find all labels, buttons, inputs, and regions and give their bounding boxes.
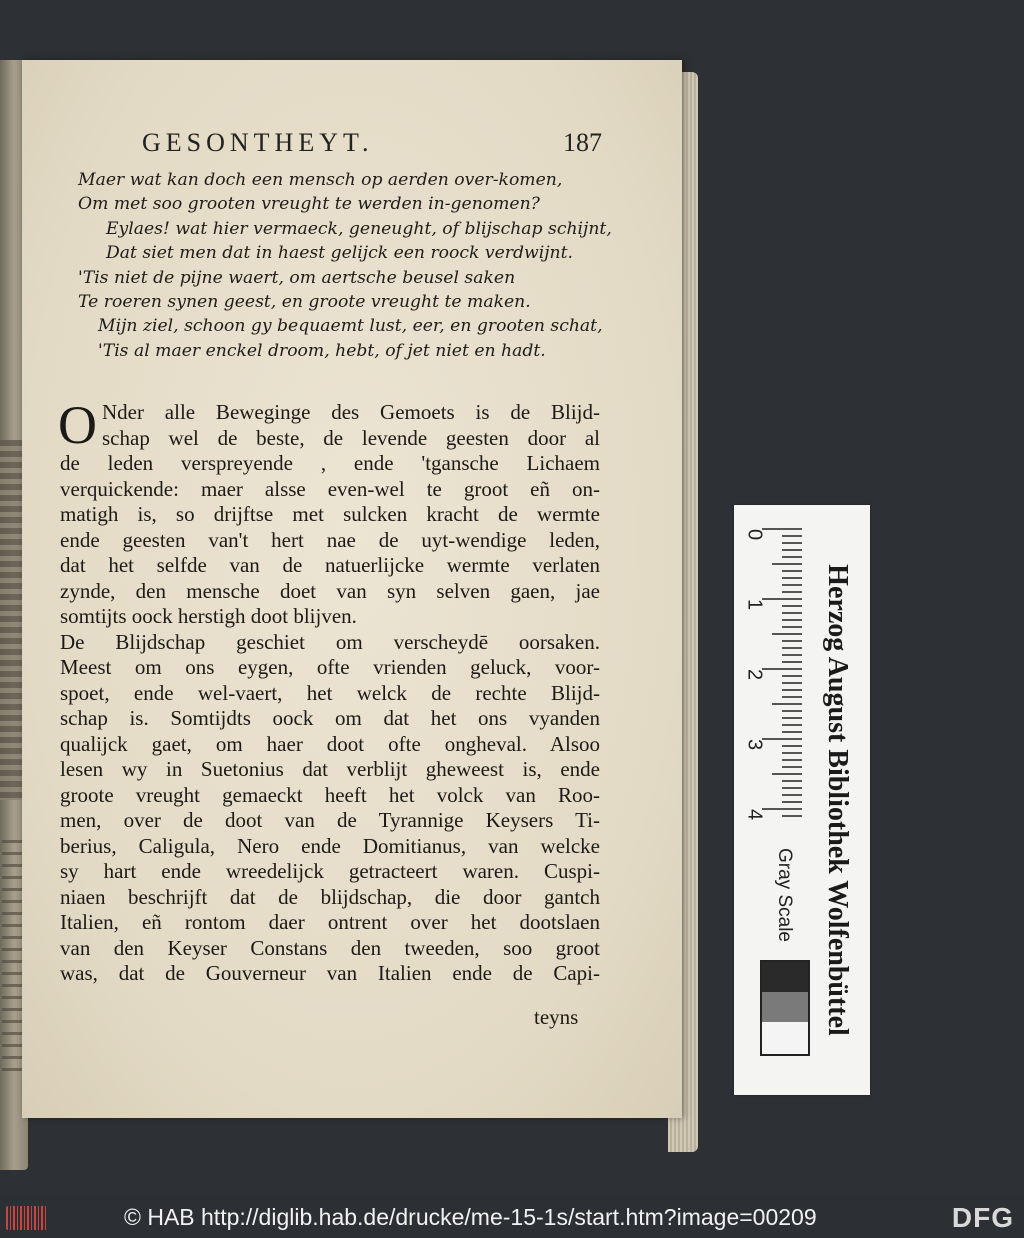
color-reference-card (734, 505, 870, 1095)
prose-line: ende geesten van't hert nae de uyt-wendige leden, (60, 527, 600, 552)
prose-line: dat het selfde van de natuerlijcke wermte verlaten (60, 553, 600, 577)
prose-line: Meest om ons eygen, ofte vrienden geluck, voor- (60, 655, 600, 679)
prose-line: Italien, eñ rontom daer ontrent over het dootslaen (60, 910, 600, 934)
prose-line: van den Keyser Constans den tweeden, soo groot (60, 935, 600, 960)
gray-scale-label (764, 835, 804, 955)
copyright-url[interactable]: © HAB http://diglib.hab.de/drucke/me-15-1s/start.htm?image=00209 (124, 1204, 817, 1230)
page-number: 187 (563, 128, 602, 157)
ruler-scale (743, 517, 804, 821)
poem-line: 'Tis al maer enckel droom, hebt, of jet niet en hadt. (98, 340, 546, 361)
prose-line: qualijck gaet, om haer doot ofte ongheval. Alsoo (60, 731, 600, 756)
gray-scale-patches (760, 960, 810, 1056)
drop-capital: O (58, 395, 97, 455)
prose-line: schap is. Somtijdts oock om dat het ons vyanden (60, 706, 600, 730)
ruler-number: 1 (743, 598, 766, 611)
poem-line: Te roeren synen geest, en groote vreught te maken. (78, 291, 531, 312)
institution-text: Herzog August Bibliothek Wolfenbüttel (822, 564, 853, 1036)
prose-line: Nder alle Beweginge des Gemoets is de Blijd- (102, 400, 600, 424)
poem-block (78, 168, 612, 363)
viewer-footer (0, 1198, 1024, 1238)
prose-line: schap wel de beste, de levende geesten door al (102, 425, 600, 450)
prose-line: berius, Caligula, Nero ende Domitianus, van welcke (60, 833, 600, 858)
barcode-icon (6, 1206, 48, 1230)
poem-line: Om met soo grooten vreught te werden in-genomen? (78, 194, 540, 215)
poem-line: Dat siet men dat in haest gelijck een roock verdwijnt. (106, 243, 573, 264)
ruler-number: 3 (743, 738, 766, 751)
prose-line: spoet, ende wel-vaert, het welck de rechte Blijd- (60, 680, 600, 705)
prose-line: groote vreught gemaeckt heeft het volck van Roo- (60, 782, 600, 807)
running-head (142, 128, 602, 160)
gray-step-mid (762, 992, 808, 1022)
prose-line: men, over de doot van de Tyrannige Keysers Ti- (60, 808, 600, 832)
poem-line: Eylaes! wat hier vermaeck, geneught, of blijschap schijnt, (106, 218, 612, 239)
prose-block (58, 395, 600, 987)
poem-line: Mijn ziel, schoon gy bequaemt lust, eer, en grooten schat, (98, 316, 603, 337)
poem-line: Maer wat kan doch een mensch op aerden over-komen, (78, 170, 563, 190)
gray-step-dark (762, 962, 808, 992)
prose-line: de leden verspreyende , ende 'tgansche Lichaem (60, 451, 600, 475)
poem-line: 'Tis niet de pijne waert, om aertsche beusel saken (78, 267, 516, 288)
ruler-number: 0 (743, 528, 766, 541)
catchword: teyns (534, 1005, 579, 1029)
institution-label (812, 515, 862, 1085)
prose-line: was, dat de Gouverneur van Italien ende de Capi- (60, 961, 600, 985)
prose-line: matigh is, so drijftse met sulcken kracht de wermte (60, 502, 600, 526)
previous-page-marginalia (2, 840, 24, 1080)
prose-line: niaen beschrijft dat de blijdschap, die door gantch (60, 884, 600, 909)
gray-scale-text: Gray Scale (774, 848, 795, 942)
prose-line: zynde, den mensche doet van syn selven gaen, jae (60, 578, 600, 603)
prose-line: somtijts oock herstigh doot blijven. (60, 604, 357, 628)
prose-line: verquickende: maer alsse even-wel te groot eñ on- (60, 476, 600, 501)
prose-line: sy hart ende wreedelijck getracteert waren. Cuspi- (60, 859, 600, 883)
prose-line: lesen wy in Suetonius dat verblijt gheweest is, ende (60, 757, 600, 781)
prose-line: De Blijdschap geschiet om verscheydē oorsaken. (60, 629, 600, 654)
dfg-logo: DFG (951, 1202, 1014, 1233)
gray-step-light (762, 1022, 808, 1054)
ruler-number: 2 (743, 668, 766, 681)
running-title: GESONTHEYT. (142, 128, 374, 157)
ruler-number: 4 (743, 808, 766, 821)
